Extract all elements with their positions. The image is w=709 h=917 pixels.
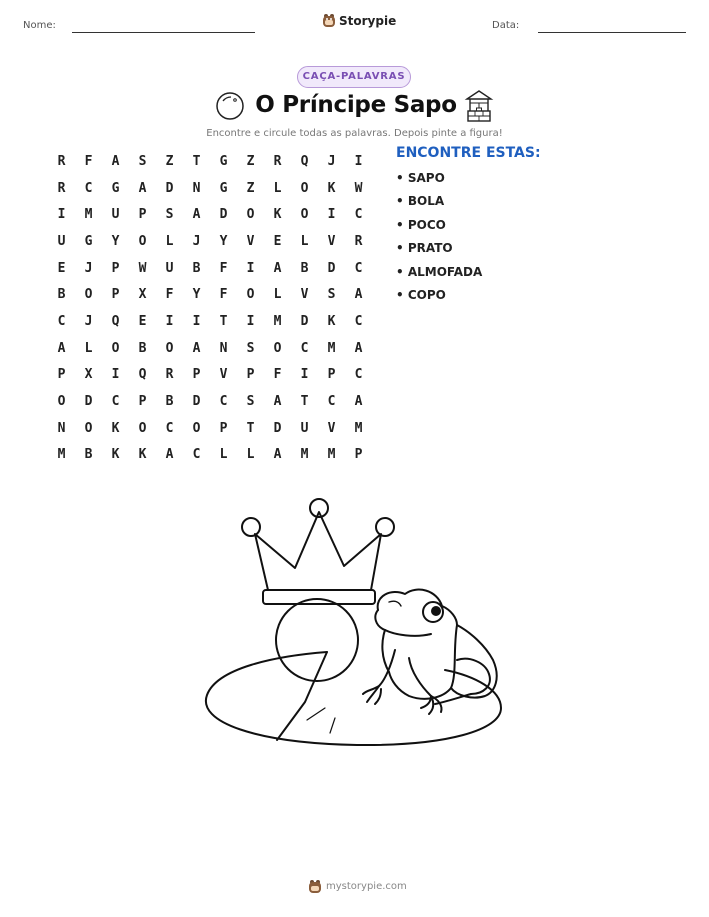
grid-letter[interactable]: A	[57, 340, 66, 356]
grid-letter[interactable]: R	[273, 153, 282, 169]
grid-letter[interactable]: P	[111, 260, 120, 276]
grid-letter[interactable]: K	[138, 447, 147, 463]
grid-letter[interactable]: U	[57, 233, 66, 249]
date-label: Data:	[492, 20, 520, 31]
grid-letter[interactable]: V	[246, 233, 255, 249]
grid-letter[interactable]: G	[219, 180, 228, 196]
grid-letter[interactable]: S	[246, 340, 255, 356]
grid-letter[interactable]: C	[111, 394, 120, 410]
grid-letter[interactable]: T	[300, 394, 309, 410]
grid-letter[interactable]: L	[300, 233, 309, 249]
grid-letter[interactable]: L	[84, 340, 93, 356]
grid-letter[interactable]: N	[192, 180, 201, 196]
grid-letter[interactable]: K	[273, 207, 282, 223]
grid-letter[interactable]: N	[219, 340, 228, 356]
grid-letter[interactable]: T	[219, 313, 228, 329]
grid-letter[interactable]: B	[300, 260, 309, 276]
grid-letter[interactable]: Y	[192, 287, 201, 303]
grid-letter[interactable]: M	[327, 340, 336, 356]
grid-letter[interactable]: A	[111, 153, 120, 169]
grid-letter[interactable]: A	[165, 447, 174, 463]
word-item: • PRATO	[396, 241, 453, 256]
grid-letter[interactable]: D	[84, 394, 93, 410]
grid-letter[interactable]: C	[327, 394, 336, 410]
grid-row	[48, 148, 372, 175]
grid-letter[interactable]: U	[300, 420, 309, 436]
grid-letter[interactable]: U	[165, 260, 174, 276]
grid-letter[interactable]: X	[138, 287, 147, 303]
grid-letter[interactable]: Y	[219, 233, 228, 249]
grid-letter[interactable]: I	[300, 367, 309, 383]
grid-letter[interactable]: I	[246, 313, 255, 329]
grid-letter[interactable]: A	[273, 260, 282, 276]
grid-letter[interactable]: P	[219, 420, 228, 436]
grid-letter[interactable]: D	[273, 420, 282, 436]
grid-letter[interactable]: P	[111, 287, 120, 303]
grid-letter[interactable]: A	[354, 394, 363, 410]
grid-row	[48, 362, 372, 389]
grid-letter[interactable]: O	[111, 340, 120, 356]
grid-row	[48, 281, 372, 308]
word-item: • SAPO	[396, 171, 445, 185]
grid-letter[interactable]: Q	[111, 313, 120, 329]
grid-letter[interactable]: C	[354, 207, 363, 223]
grid-row	[48, 442, 372, 469]
grid-letter[interactable]: F	[219, 287, 228, 303]
grid-letter[interactable]: N	[57, 420, 66, 436]
grid-letter[interactable]: A	[273, 394, 282, 410]
grid-row	[48, 388, 372, 415]
grid-letter[interactable]: J	[84, 313, 93, 329]
grid-row	[48, 255, 372, 282]
grid-letter[interactable]: O	[138, 233, 147, 249]
grid-letter[interactable]: S	[327, 287, 336, 303]
grid-letter[interactable]: M	[84, 207, 93, 223]
grid-letter[interactable]: K	[111, 420, 120, 436]
grid-letter[interactable]: O	[57, 394, 66, 410]
grid-letter[interactable]: L	[219, 447, 228, 463]
grid-letter[interactable]: O	[246, 287, 255, 303]
brand-logo	[322, 13, 396, 28]
word-item: • COPO	[396, 287, 446, 302]
grid-letter[interactable]: R	[165, 367, 174, 383]
storypie-logo-icon	[308, 879, 322, 894]
grid-letter[interactable]: Z	[246, 180, 255, 196]
grid-letter[interactable]: L	[246, 447, 255, 463]
grid-letter[interactable]: J	[327, 153, 336, 169]
grid-letter[interactable]: A	[354, 340, 363, 356]
grid-letter[interactable]: J	[84, 260, 93, 276]
grid-row	[48, 415, 372, 442]
word-list	[396, 171, 482, 311]
grid-letter[interactable]: C	[165, 420, 174, 436]
grid-letter[interactable]: V	[327, 420, 336, 436]
grid-letter[interactable]: C	[57, 313, 66, 329]
grid-letter[interactable]: I	[111, 367, 120, 383]
grid-letter[interactable]: A	[354, 287, 363, 303]
grid-row	[48, 335, 372, 362]
grid-letter[interactable]: L	[165, 233, 174, 249]
grid-letter[interactable]: S	[246, 394, 255, 410]
grid-letter[interactable]: G	[84, 233, 93, 249]
grid-letter[interactable]: B	[138, 340, 147, 356]
instructions: Encontre e circule todas as palavras. Depois pinte a figura!	[206, 128, 503, 139]
frog-prince-illustration	[195, 490, 515, 755]
grid-row	[48, 228, 372, 255]
grid-letter[interactable]: W	[138, 260, 147, 276]
bubble-icon	[214, 91, 246, 121]
grid-letter[interactable]: O	[165, 340, 174, 356]
grid-letter[interactable]: M	[273, 313, 282, 329]
grid-row	[48, 201, 372, 228]
word-search-grid	[48, 148, 372, 468]
grid-letter[interactable]: O	[246, 207, 255, 223]
word-item: • ALMOFADA	[396, 264, 483, 279]
grid-letter[interactable]: L	[273, 180, 282, 196]
grid-letter[interactable]: X	[84, 367, 93, 383]
grid-letter[interactable]: B	[192, 260, 201, 276]
grid-letter[interactable]: E	[57, 260, 66, 276]
grid-letter[interactable]: E	[138, 313, 147, 329]
grid-letter[interactable]: T	[246, 420, 255, 436]
grid-letter[interactable]: P	[138, 394, 147, 410]
word-item: • POCO	[396, 217, 446, 232]
grid-letter[interactable]: S	[138, 153, 147, 169]
grid-letter[interactable]: Q	[300, 153, 309, 169]
grid-letter[interactable]: V	[219, 367, 228, 383]
grid-letter[interactable]: D	[192, 394, 201, 410]
grid-letter[interactable]: K	[111, 447, 120, 463]
footer-url: mystorypie.com	[326, 881, 407, 892]
grid-letter[interactable]: C	[354, 367, 363, 383]
grid-letter[interactable]: O	[300, 180, 309, 196]
grid-letter[interactable]: L	[273, 287, 282, 303]
grid-letter[interactable]: V	[300, 287, 309, 303]
grid-letter[interactable]: C	[192, 447, 201, 463]
grid-letter[interactable]: C	[354, 260, 363, 276]
grid-letter[interactable]: A	[192, 340, 201, 356]
grid-letter[interactable]: F	[273, 367, 282, 383]
grid-letter[interactable]: Q	[138, 367, 147, 383]
word-list-title: ENCONTRE ESTAS:	[396, 145, 541, 161]
grid-letter[interactable]: A	[138, 180, 147, 196]
grid-letter[interactable]: A	[192, 207, 201, 223]
grid-letter[interactable]: T	[192, 153, 201, 169]
grid-letter[interactable]: P	[57, 367, 66, 383]
date-field[interactable]	[538, 32, 686, 33]
grid-letter[interactable]: C	[354, 313, 363, 329]
grid-letter[interactable]: F	[84, 153, 93, 169]
grid-letter[interactable]: R	[57, 153, 66, 169]
well-icon	[464, 89, 494, 123]
grid-letter[interactable]: P	[246, 367, 255, 383]
grid-letter[interactable]: R	[57, 180, 66, 196]
grid-letter[interactable]: Z	[246, 153, 255, 169]
grid-letter[interactable]: M	[354, 420, 363, 436]
word-item: • BOLA	[396, 194, 445, 209]
category-badge: CAÇA-PALAVRAS	[297, 66, 411, 88]
grid-letter[interactable]: O	[138, 420, 147, 436]
grid-letter[interactable]: Y	[111, 233, 120, 249]
grid-letter[interactable]: D	[300, 313, 309, 329]
grid-letter[interactable]: I	[165, 313, 174, 329]
grid-letter[interactable]: O	[84, 287, 93, 303]
grid-letter[interactable]: J	[192, 233, 201, 249]
grid-letter[interactable]: F	[165, 287, 174, 303]
grid-letter[interactable]: B	[57, 287, 66, 303]
grid-letter[interactable]: M	[57, 447, 66, 463]
grid-letter[interactable]: P	[354, 447, 363, 463]
grid-letter[interactable]: R	[354, 233, 363, 249]
name-label: Nome:	[23, 20, 56, 31]
grid-letter[interactable]: U	[111, 207, 120, 223]
grid-letter[interactable]: F	[219, 260, 228, 276]
grid-letter[interactable]: G	[219, 153, 228, 169]
grid-letter[interactable]: S	[165, 207, 174, 223]
grid-letter[interactable]: B	[84, 447, 93, 463]
grid-letter[interactable]: C	[84, 180, 93, 196]
grid-letter[interactable]: K	[327, 180, 336, 196]
grid-letter[interactable]: W	[354, 180, 363, 196]
grid-letter[interactable]: O	[84, 420, 93, 436]
grid-letter[interactable]: D	[219, 207, 228, 223]
brand-name: Storypie	[339, 13, 397, 28]
grid-letter[interactable]: C	[300, 340, 309, 356]
grid-letter[interactable]: P	[192, 367, 201, 383]
grid-row	[48, 175, 372, 202]
grid-letter[interactable]: D	[165, 180, 174, 196]
grid-letter[interactable]: I	[327, 207, 336, 223]
grid-letter[interactable]: M	[300, 447, 309, 463]
grid-letter[interactable]: D	[327, 260, 336, 276]
storypie-logo-icon	[322, 13, 336, 28]
name-field[interactable]	[72, 32, 255, 33]
grid-letter[interactable]: I	[57, 207, 66, 223]
grid-letter[interactable]: I	[246, 260, 255, 276]
grid-row	[48, 308, 372, 335]
grid-letter[interactable]: E	[273, 233, 282, 249]
grid-letter[interactable]: O	[192, 420, 201, 436]
grid-letter[interactable]: Z	[165, 153, 174, 169]
footer	[308, 879, 407, 894]
grid-letter[interactable]: P	[138, 207, 147, 223]
grid-letter[interactable]: B	[165, 394, 174, 410]
grid-letter[interactable]: A	[273, 447, 282, 463]
grid-letter[interactable]: O	[300, 207, 309, 223]
grid-letter[interactable]: C	[219, 394, 228, 410]
grid-letter[interactable]: O	[273, 340, 282, 356]
grid-letter[interactable]: I	[192, 313, 201, 329]
grid-letter[interactable]: M	[327, 447, 336, 463]
grid-letter[interactable]: P	[327, 367, 336, 383]
page-title: O Príncipe Sapo	[255, 92, 457, 118]
grid-letter[interactable]: G	[111, 180, 120, 196]
grid-letter[interactable]: K	[327, 313, 336, 329]
grid-letter[interactable]: I	[354, 153, 363, 169]
grid-letter[interactable]: V	[327, 233, 336, 249]
